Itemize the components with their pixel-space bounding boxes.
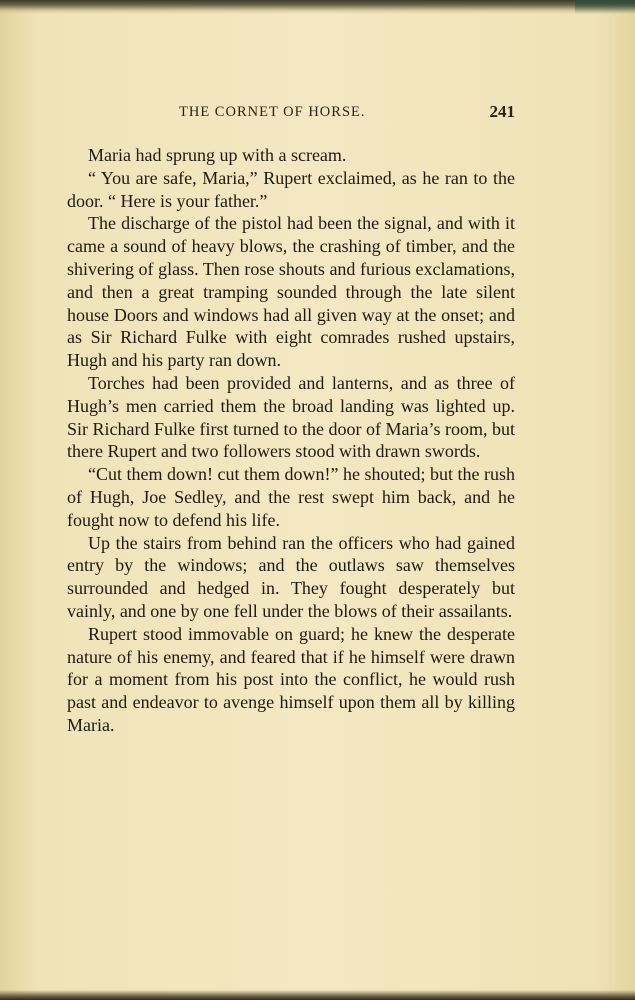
paragraph-6: Up the stairs from behind ran the officers who had gained entry by the windows; and the outlaws saw themselves surrounded and hedged in. They fought desperately but vainly, and one by one fell under the blows of their assailants. — [67, 532, 515, 621]
paragraph-5: “Cut them down! cut them down!” he shouted; but the rush of Hugh, Joe Sedley, and the rest swept him back, and he fought now to defend his life. — [67, 464, 515, 530]
running-head — [67, 104, 515, 126]
paragraph-3: The discharge of the pistol had been the signal, and with it came a sound of heavy blows, the crashing of timber, and the shivering of glass. Then rose shouts and furious exclamations, and then a great tramping sounded through the late silent house Doors and windows had all given way at the onset; and as Sir Richard Fulke with eight comrades rushed upstairs, Hugh and his party ran down. — [67, 213, 515, 371]
paragraph-4: Torches had been provided and lanterns, and as three of Hugh’s men carried them the broad landing was lighted up. Sir Richard Fulke first turned to the door of Maria’s room, but there Rupert and two followers stood with drawn swords. — [67, 372, 515, 462]
body-text — [67, 144, 515, 737]
page-number: 241 — [489, 102, 515, 121]
page-bottom-edge — [0, 990, 635, 1000]
running-title: THE CORNET OF HORSE. — [179, 104, 366, 120]
paragraph-7: Rupert stood immovable on guard; he knew the desperate nature of his enemy, and feared that if he himself were drawn for a moment from his post into the conflict, he would rush past and endeavor to avenge himself upon them all by killing Maria. — [67, 623, 515, 735]
paragraph-2: “ You are safe, Maria,” Rupert exclaimed, as he ran to the door. “ Here is your father.” — [67, 167, 515, 211]
paragraph-1: Maria had sprung up with a scream. — [88, 145, 347, 165]
page-top-edge — [0, 0, 635, 14]
